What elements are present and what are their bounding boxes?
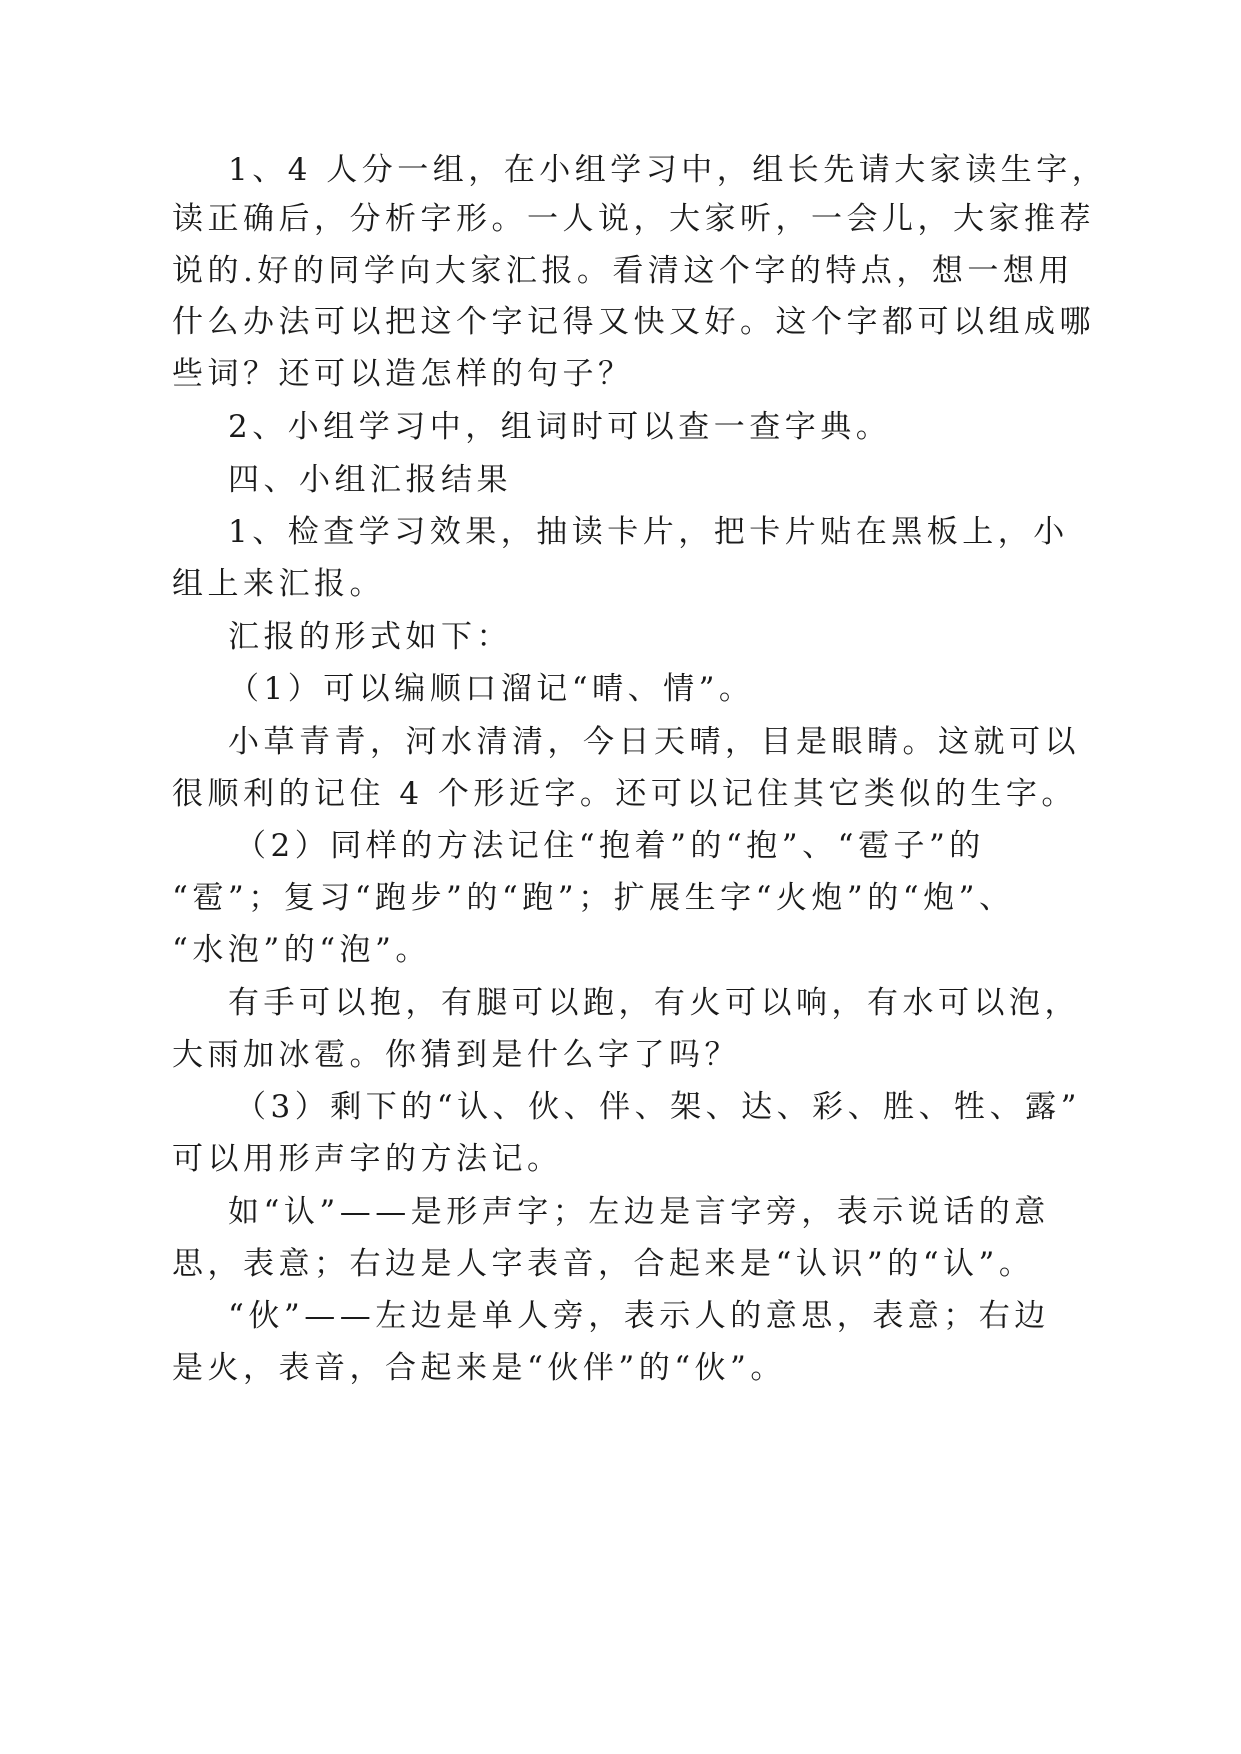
text-line: “伙”——左边是单人旁，表示人的意思，表意；右边 bbox=[228, 1298, 1050, 1334]
section-heading: 四、小组汇报结果 bbox=[228, 462, 512, 498]
text-line: 如“认”——是形声字；左边是言字旁，表示说话的意 bbox=[228, 1194, 1050, 1230]
text-line: 1、检查学习效果，抽读卡片，把卡片贴在黑板上，小 bbox=[228, 514, 1069, 550]
text-line: 读正确后，分析字形。一人说，大家听，一会儿，大家推荐 bbox=[172, 201, 1095, 237]
text-line: 很顺利的记住 4 个形近字。还可以记住其它类似的生字。 bbox=[172, 776, 1077, 812]
text-line: 大雨加冰雹。你猜到是什么字了吗？ bbox=[172, 1037, 740, 1073]
text-line: 些词？还可以造怎样的句子？ bbox=[172, 356, 634, 392]
text-line: 说的.好的同学向大家汇报。看清这个字的特点，想一想用 bbox=[172, 253, 1074, 289]
text-line: “水泡”的“泡”。 bbox=[172, 932, 431, 968]
text-line: 是火，表音，合起来是“伙伴”的“伙”。 bbox=[172, 1350, 786, 1386]
text-line: 可以用形声字的方法记。 bbox=[172, 1141, 563, 1177]
text-line: “雹”；复习“跑步”的“跑”；扩展生字“火炮”的“炮”、 bbox=[172, 880, 1015, 916]
text-line: 2、小组学习中，组词时可以查一查字典。 bbox=[228, 409, 892, 445]
text-line: 小草青青，河水清清，今日天晴，目是眼睛。这就可以 bbox=[228, 724, 1080, 760]
text-line: 汇报的形式如下： bbox=[228, 619, 512, 655]
text-line: 思，表意；右边是人字表音，合起来是“认识”的“认”。 bbox=[172, 1246, 1035, 1282]
text-line: （2）同样的方法记住“抱着”的“抱”、“雹子”的 bbox=[235, 828, 985, 864]
text-line: （3）剩下的“认、伙、伴、架、达、彩、胜、牲、露” bbox=[235, 1089, 1081, 1125]
text-line: （1）可以编顺口溜记“晴、情”。 bbox=[228, 671, 755, 707]
text-line: 组上来汇报。 bbox=[172, 566, 385, 602]
text-line: 1、4 人分一组，在小组学习中，组长先请大家读生字， bbox=[228, 152, 1108, 188]
text-line: 什么办法可以把这个字记得又快又好。这个字都可以组成哪 bbox=[172, 304, 1095, 340]
text-line: 有手可以抱，有腿可以跑，有火可以响，有水可以泡， bbox=[228, 985, 1080, 1021]
